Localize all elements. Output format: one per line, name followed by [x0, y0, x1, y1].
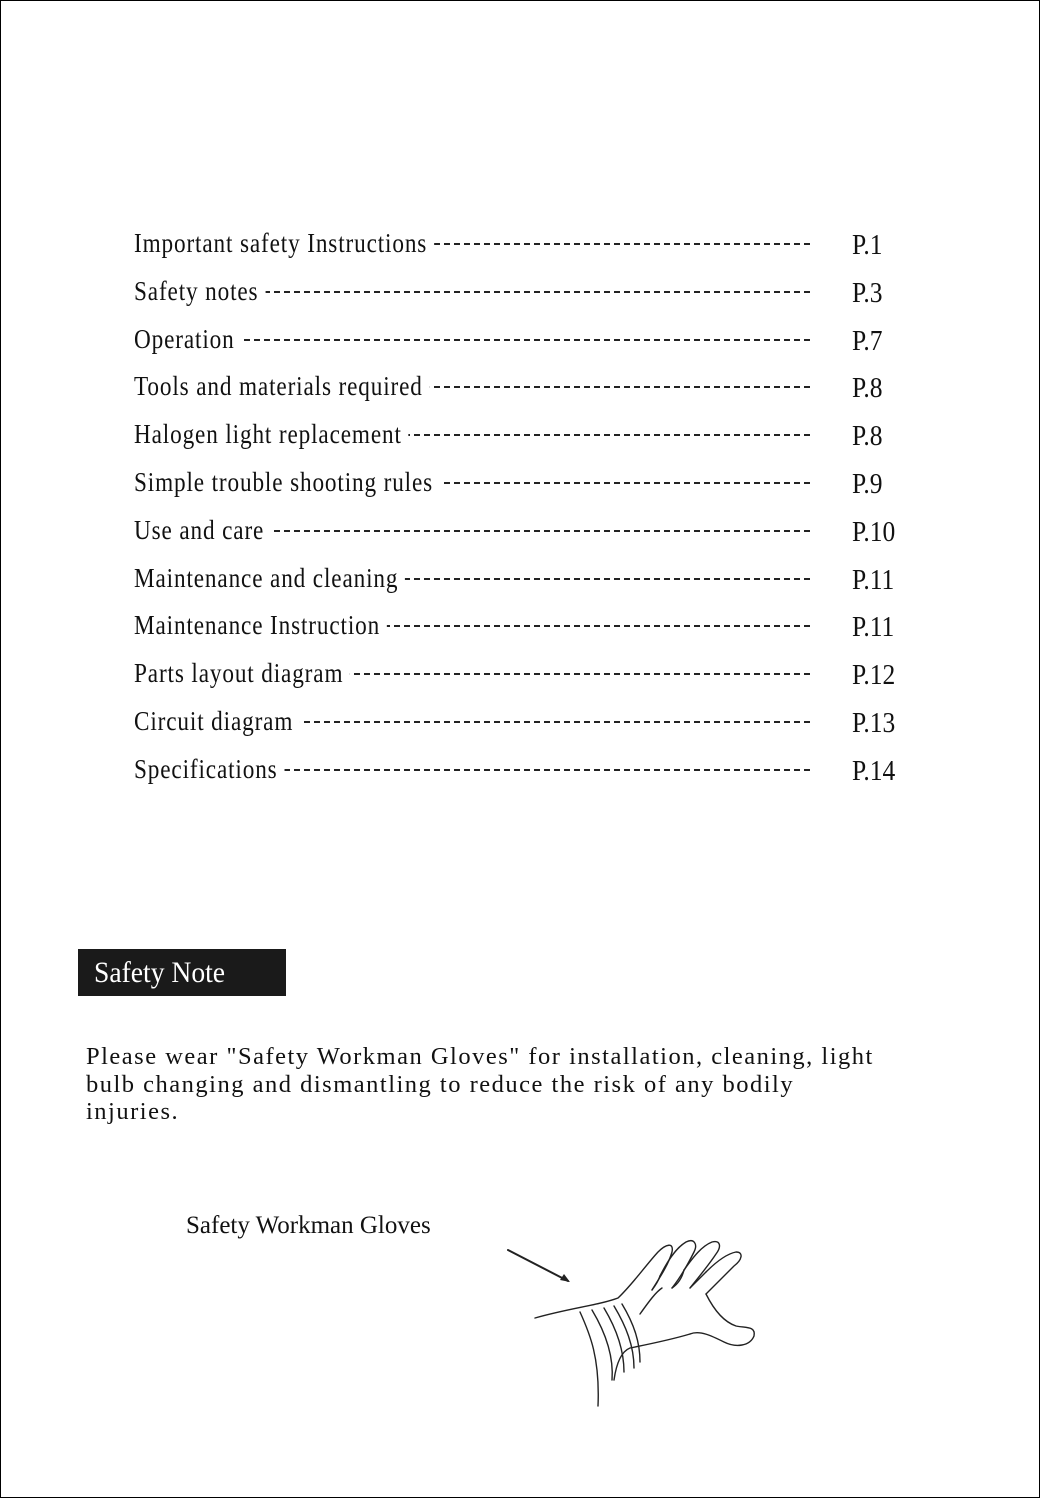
toc-entry	[134, 465, 914, 499]
toc-entry-page: P.11	[852, 563, 895, 596]
toc-entry	[134, 369, 914, 403]
toc-entry	[134, 608, 914, 642]
toc-entry	[134, 656, 914, 690]
toc-entry-page: P.8	[852, 372, 883, 405]
toc-entry	[134, 274, 914, 308]
toc-entry-title: Maintenance and cleaning	[134, 561, 405, 595]
toc-entry-title: Use and care	[134, 513, 271, 547]
toc-entry-title: Important safety Instructions	[134, 226, 434, 260]
safety-note-text: Please wear "Safety Workman Gloves" for installation, cleaning, light bulb changing and dismantling to reduce the risk of any bodily injuries.	[86, 1043, 874, 1125]
toc-entry-title: Maintenance Instruction	[134, 608, 387, 642]
toc-entry-title: Halogen light replacement	[134, 417, 409, 451]
toc-entry-title: Simple trouble shooting rules	[134, 465, 440, 499]
safety-note-banner	[78, 949, 286, 996]
toc-entry-page: P.7	[852, 324, 883, 357]
toc-entry	[134, 226, 914, 260]
toc-entry	[134, 752, 914, 786]
toc-entry-page: P.1	[852, 229, 883, 261]
toc-entry-title: Tools and materials required	[134, 369, 430, 403]
glove-figure-label: Safety Workman Gloves	[186, 1212, 431, 1239]
toc-entry-page: P.8	[852, 420, 883, 453]
toc-entry-page: P.3	[852, 276, 883, 309]
toc-entry	[134, 704, 914, 738]
toc-entry-page: P.13	[852, 707, 896, 739]
safety-note-heading: Safety Note	[94, 956, 226, 989]
toc-entry-page: P.9	[852, 468, 883, 500]
toc-entry-title: Specifications	[134, 752, 284, 786]
toc-entry	[134, 322, 914, 356]
toc-entry-title: Operation	[134, 322, 241, 356]
toc-entry-page: P.12	[852, 659, 896, 692]
toc-entry-page: P.10	[852, 515, 896, 548]
toc-entry-page: P.14	[852, 754, 896, 787]
glove-illustration-icon	[500, 1230, 770, 1420]
toc-entry-title: Circuit diagram	[134, 704, 300, 738]
toc-entry	[134, 513, 914, 547]
toc-entry-title: Parts layout diagram	[134, 656, 350, 690]
toc-entry-page: P.11	[852, 611, 895, 644]
toc-entry-title: Safety notes	[134, 274, 265, 308]
toc-entry	[134, 417, 914, 451]
toc-entry	[134, 561, 914, 595]
